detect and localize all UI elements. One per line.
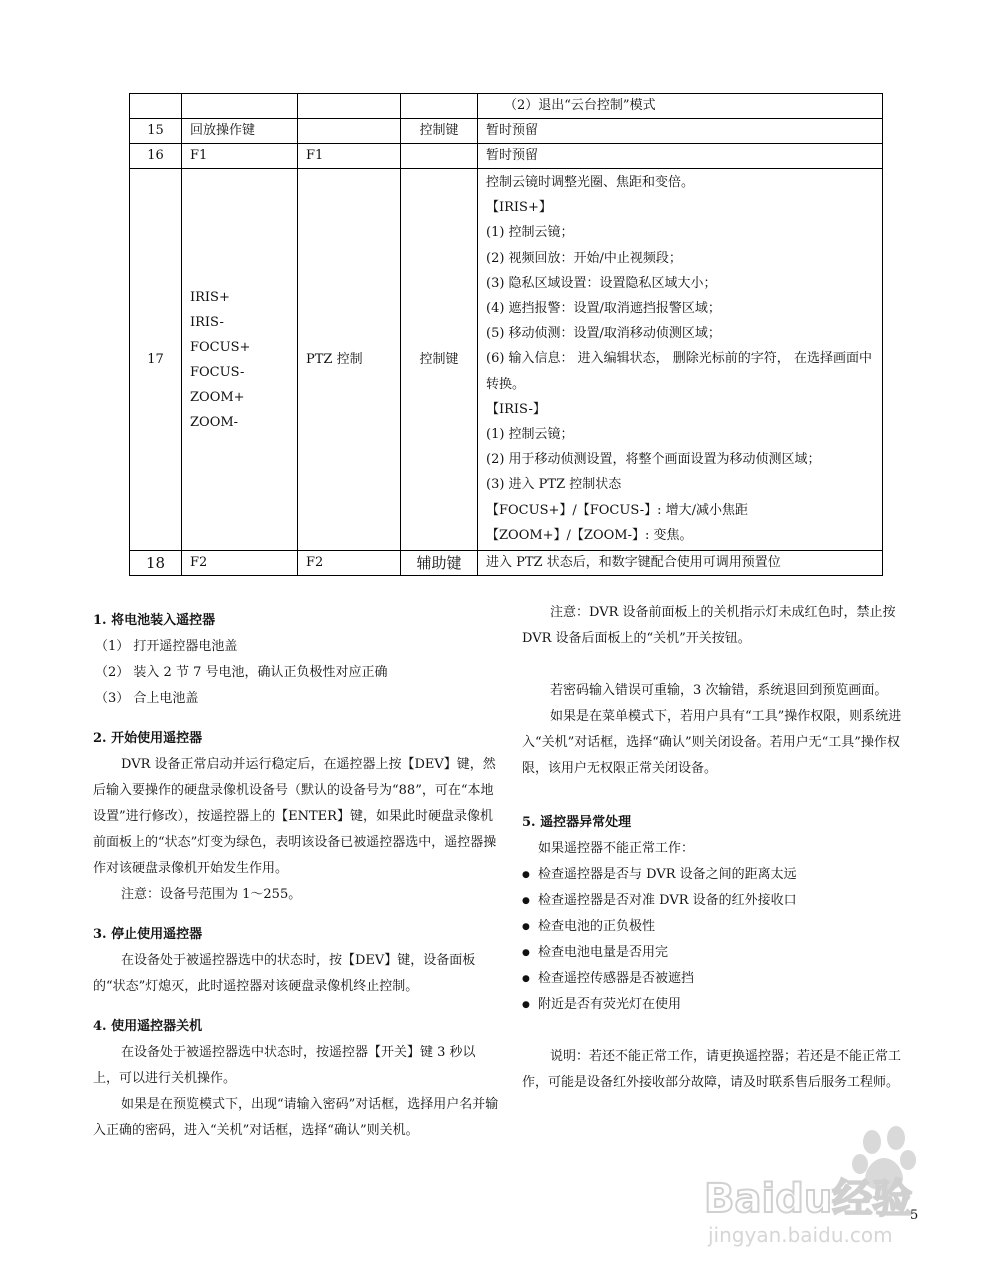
list-item: ● 附近是否有荧光灯在使用 <box>522 992 922 1018</box>
desc-line: (6) 输入信息： 进入编辑状态， 删除光标前的字符， 在选择画面中转换。 <box>486 351 872 392</box>
table-row <box>130 144 883 169</box>
key-name: IRIS- <box>190 314 224 330</box>
baidu-watermark <box>700 1120 970 1250</box>
key-type <box>401 144 478 169</box>
closing-note: 说明：若还不能正常工作，请更换遥控器；若还是不能正常工作，可能是设备红外接收部分故障，请及时联系售后服务工程师。 <box>522 1049 902 1090</box>
desc-line: 【ZOOM+】/【ZOOM-】: 变焦。 <box>486 527 693 543</box>
section-heading: 3. 停止使用遥控器 <box>93 927 203 942</box>
paragraph: 在设备处于被遥控器选中状态时，按遥控器【开关】键 3 秒以上，可以进行关机操作。 <box>93 1045 476 1086</box>
key-name: ZOOM- <box>190 414 239 430</box>
key-alt <box>298 119 401 144</box>
key-alt: F2 <box>298 551 401 576</box>
desc-line: 【IRIS-】 <box>486 401 546 417</box>
desc-line: (1) 控制云镜； <box>486 225 574 241</box>
row-number: 17 <box>130 169 182 551</box>
note: 注意：DVR 设备前面板上的关机指示灯未成红色时，禁止按 DVR 设备后面板上的“关机”开关按钮。 <box>522 605 896 646</box>
key-alt: PTZ 控制 <box>298 169 401 551</box>
list-item: ● 检查遥控器是否对准 DVR 设备的红外接收口 <box>522 888 922 914</box>
paragraph: 如果是在预览模式下，出现“请输入密码”对话框，选择用户名并输入正确的密码，进入“关机”对话框，选择“确认”则关机。 <box>93 1097 499 1138</box>
list-item: （1） 打开遥控器电池盖 <box>95 639 238 654</box>
desc-line: (5) 移动侦测：设置/取消移动侦测区域； <box>486 326 721 342</box>
key-name: ZOOM+ <box>190 389 245 405</box>
paragraph: 如果是在菜单模式下，若用户具有“工具”操作权限，则系统进入“关机”对话框，选择“确认”则关闭设备。若用户无“工具”操作权限，该用户无权限正常关闭设备。 <box>522 709 902 776</box>
left-column <box>93 600 501 1144</box>
list-item: ● 检查电池的正负极性 <box>522 914 922 940</box>
key-type <box>401 94 478 119</box>
desc-line: (2) 用于移动侦测设置，将整个画面设置为移动侦测区域； <box>486 452 821 468</box>
paragraph: 在设备处于被遥控器选中的状态时，按【DEV】键，设备面板的“状态”灯熄灭，此时遥控器对该硬盘录像机终止控制。 <box>93 953 476 994</box>
key-name: F2 <box>182 551 298 576</box>
desc-line: (3) 隐私区域设置：设置隐私区域大小； <box>486 275 717 291</box>
desc-line: (3) 进入 PTZ 控制状态 <box>486 477 622 493</box>
section-heading: 5. 遥控器异常处理 <box>522 815 632 830</box>
checklist <box>522 862 922 1018</box>
list-item: ● 检查遥控器是否与 DVR 设备之间的距离太远 <box>522 862 922 888</box>
key-description: 暂时预留 <box>478 144 883 169</box>
desc-line: 【IRIS+】 <box>486 200 552 216</box>
desc-line: (2) 视频回放：开始/中止视频段； <box>486 250 682 266</box>
key-description: 进入 PTZ 状态后，和数字键配合使用可调用预置位 <box>478 551 883 576</box>
key-name: IRIS+ <box>190 289 230 305</box>
desc-line: (4) 遮挡报警：设置/取消遮挡报警区域； <box>486 301 721 317</box>
right-column <box>522 600 922 1096</box>
desc-line: 控制云镜时调整光圈、焦距和变倍。 <box>486 175 695 190</box>
key-name: 回放操作键 <box>182 119 298 144</box>
key-type: 辅助键 <box>401 551 478 576</box>
key-name-list <box>182 169 298 551</box>
paragraph: DVR 设备正常启动并运行稳定后，在遥控器上按【DEV】键，然后输入要操作的硬盘录像机设备号（默认的设备号为“88”，可在“本地设置”进行修改），按遥控器上的【ENTER】键，如果此时硬盘录像机前面板上的“状态”灯变为绿色，表明该设备已被遥控器选中，遥控器操作对该硬盘录像机开始发生作用。 <box>93 757 497 876</box>
paragraph: 如果遥控器不能正常工作： <box>538 841 695 856</box>
key-name: FOCUS+ <box>190 339 251 355</box>
row-number <box>130 94 182 119</box>
key-description: （2）退出“云台控制”模式 <box>478 94 883 119</box>
table-row <box>130 169 883 551</box>
key-function-table <box>129 93 883 576</box>
list-item: （3） 合上电池盖 <box>95 691 199 706</box>
desc-line: (1) 控制云镜； <box>486 427 574 443</box>
key-name: F1 <box>182 144 298 169</box>
paragraph: 若密码输入错误可重输，3 次输错，系统退回到预览画面。 <box>550 683 888 698</box>
list-item: ● 检查遥控传感器是否被遮挡 <box>522 966 922 992</box>
key-alt: F1 <box>298 144 401 169</box>
section-heading: 4. 使用遥控器关机 <box>93 1019 203 1034</box>
row-number: 16 <box>130 144 182 169</box>
note: 注意：设备号范围为 1～255。 <box>121 887 302 902</box>
key-alt <box>298 94 401 119</box>
table-row <box>130 551 883 576</box>
table-row <box>130 119 883 144</box>
section-heading: 2. 开始使用遥控器 <box>93 731 203 746</box>
table-row <box>130 94 883 119</box>
row-number: 18 <box>130 551 182 576</box>
watermark-url: jingyan.baidu.com <box>708 1223 893 1247</box>
key-name: FOCUS- <box>190 364 245 380</box>
watermark-brand: Baidu经验 <box>704 1176 913 1222</box>
key-name <box>182 94 298 119</box>
list-item: ● 检查电池电量是否用完 <box>522 940 922 966</box>
key-type: 控制键 <box>401 169 478 551</box>
section-heading: 1. 将电池装入遥控器 <box>93 613 216 628</box>
row-number: 15 <box>130 119 182 144</box>
key-description: 暂时预留 <box>478 119 883 144</box>
list-item: （2） 装入 2 节 7 号电池，确认正负极性对应正确 <box>95 665 388 680</box>
key-description <box>478 169 883 551</box>
page-number: 5 <box>910 1208 919 1223</box>
desc-line: 【FOCUS+】/【FOCUS-】: 增大/减小焦距 <box>486 502 749 518</box>
key-type: 控制键 <box>401 119 478 144</box>
